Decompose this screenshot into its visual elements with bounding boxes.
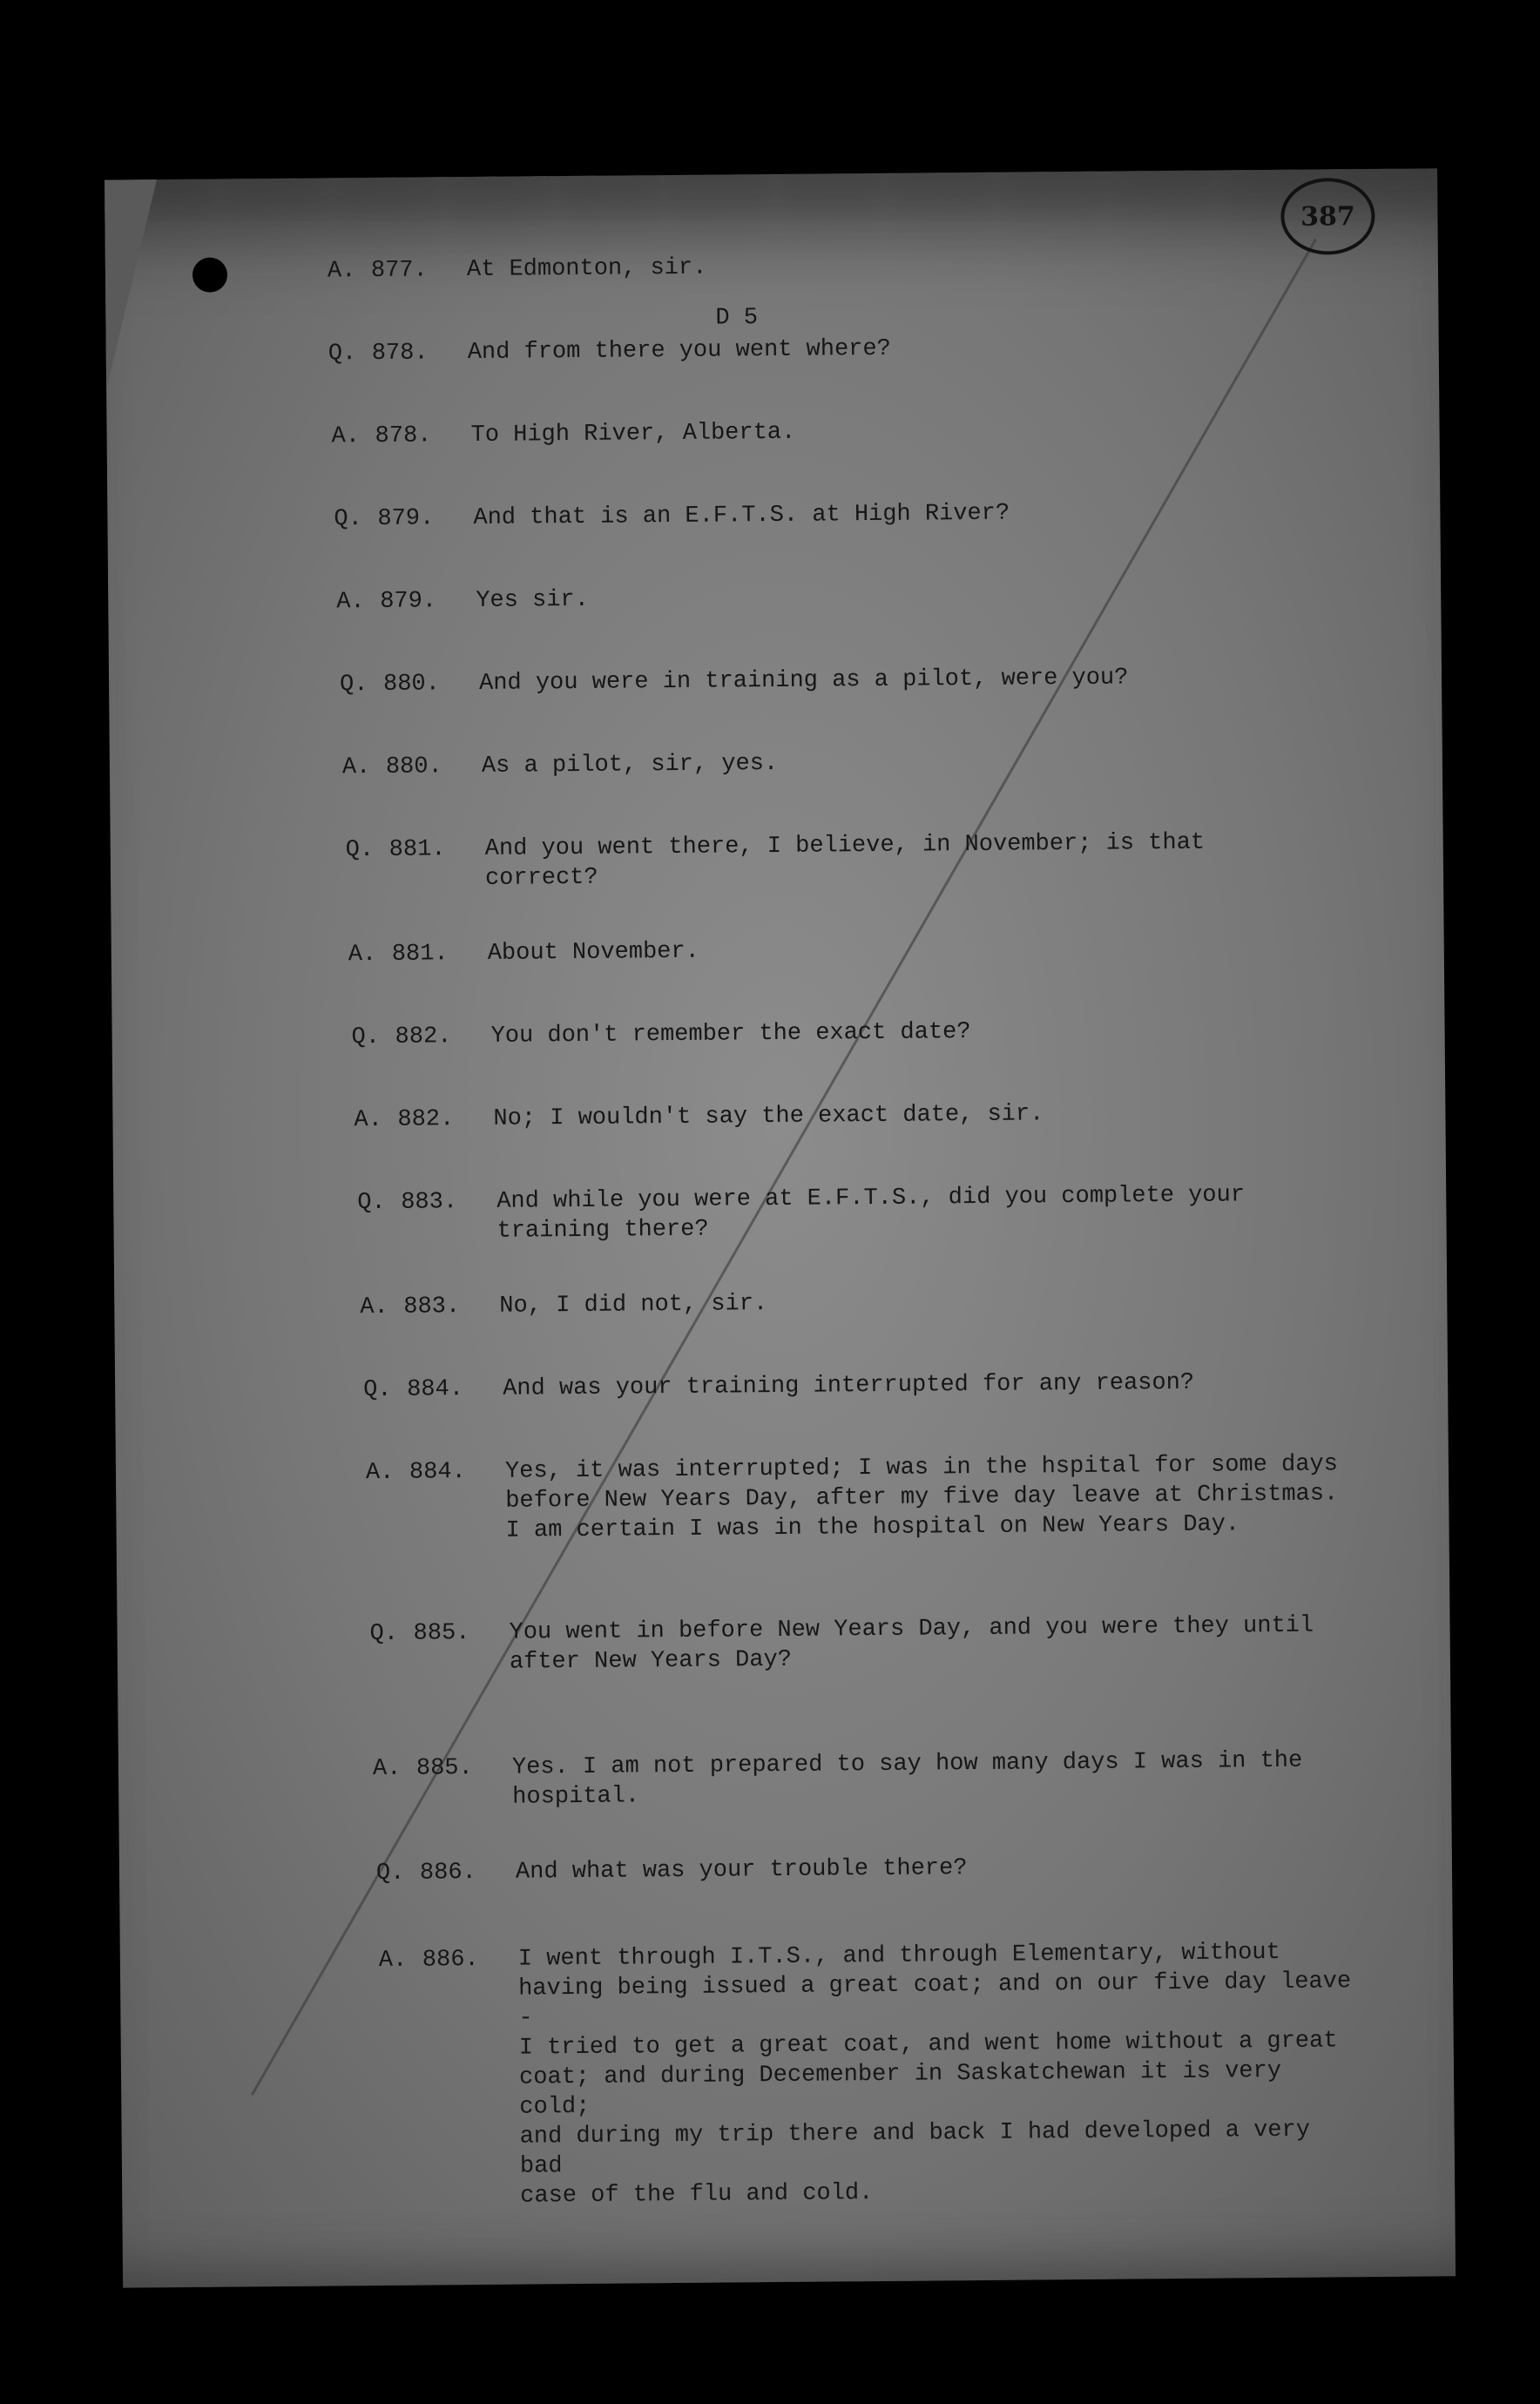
entry-text: No; I wouldn't say the exact date, sir. (493, 1101, 1044, 1132)
speaker-marker: Q. (375, 1860, 405, 1887)
speaker-marker: Q. (328, 341, 357, 368)
speaker-marker: Q. (334, 506, 362, 533)
entry-text: About November. (487, 938, 699, 967)
speaker-marker: A. (341, 754, 371, 781)
paper-sheet (105, 168, 1456, 2287)
transcript-entries (105, 168, 1456, 2287)
speaker-marker: A. (331, 423, 361, 450)
entry-number: 881. (388, 836, 446, 863)
speaker-marker: A. (360, 1293, 388, 1321)
entry-text: And from there you went where? (467, 335, 891, 367)
entry-number: 884. (407, 1376, 464, 1403)
speaker-marker: Q. (363, 1376, 392, 1404)
entry-text: You went in before New Years Day, and you were they until after New Years Day? (509, 1612, 1314, 1676)
speaker-marker: A. (354, 1106, 382, 1134)
speaker-marker: A. (365, 1459, 395, 1487)
entry-number: 883. (401, 1189, 458, 1216)
entry-number: 881. (391, 941, 449, 968)
entry-text: You don't remember the exact date? (490, 1019, 971, 1050)
speaker-marker: A. (372, 1755, 402, 1783)
page-label: D 5 (715, 305, 759, 332)
entry-number: 886. (419, 1860, 476, 1887)
entry-text: No, I did not, sir. (499, 1291, 768, 1320)
entry-text: And what was your trouble there? (515, 1855, 968, 1886)
speaker-marker: Q. (369, 1620, 399, 1648)
entry-number: 877. (370, 257, 428, 285)
entry-text: Yes, it was interrupted; I was in the hspital for some days before New Years Day, after my five day leave at Christmas. I am certain I was in the hospital on New Years Day. (504, 1451, 1339, 1544)
entry-number: 883. (403, 1293, 461, 1320)
speaker-marker: A. (327, 258, 356, 285)
entry-number: 879. (380, 588, 437, 615)
entry-number: 885. (413, 1620, 470, 1647)
speaker-marker: Q. (339, 672, 368, 699)
entry-text: And while you were at E.F.T.S., did you complete your training there? (496, 1182, 1246, 1245)
page-number-stamp: 387 (1280, 178, 1375, 255)
entry-text: Yes. I am not prepared to say how many days I was in the hospital. (511, 1747, 1303, 1811)
entry-text: I went through I.T.S., and through Elementary, without having being issued a great coat; and on our five day leave - I tried to get a great coat, and went home without a great coat; and during Decemenber in Saskatchewan it is very cold; and during my trip there and back I had developed a very bad case of the flu and cold. (517, 1939, 1352, 2210)
speaker-marker: A. (348, 941, 377, 969)
entry-number: 880. (382, 671, 441, 698)
entry-number: 882. (397, 1106, 455, 1133)
entry-text: Yes sir. (476, 586, 590, 614)
entry-number: 884. (409, 1459, 466, 1486)
entry-number: 878. (375, 422, 432, 449)
entry-text: To High River, Alberta. (470, 419, 796, 449)
entry-text: As a pilot, sir, yes. (481, 750, 779, 780)
speaker-marker: A. (336, 589, 365, 616)
entry-number: 885. (415, 1755, 473, 1782)
speaker-marker: Q. (345, 837, 375, 864)
entry-text: And was your training interrupted for any reason? (503, 1369, 1195, 1402)
entry-number: 879. (377, 505, 435, 532)
entry-text: And you went there, I believe, in November; is that correct? (484, 829, 1206, 892)
speaker-marker: Q. (357, 1189, 386, 1217)
entry-number: 878. (371, 340, 429, 368)
entry-text: At Edmonton, sir. (466, 254, 707, 284)
entry-number: 882. (395, 1023, 452, 1050)
entry-number: 880. (385, 753, 442, 780)
speaker-marker: A. (378, 1947, 408, 1975)
speaker-marker: Q. (351, 1023, 381, 1051)
entry-text: And you were in training as a pilot, were you? (478, 665, 1129, 697)
entry-text: And that is an E.F.T.S. at High River? (473, 500, 1010, 531)
entry-number: 886. (422, 1947, 479, 1974)
